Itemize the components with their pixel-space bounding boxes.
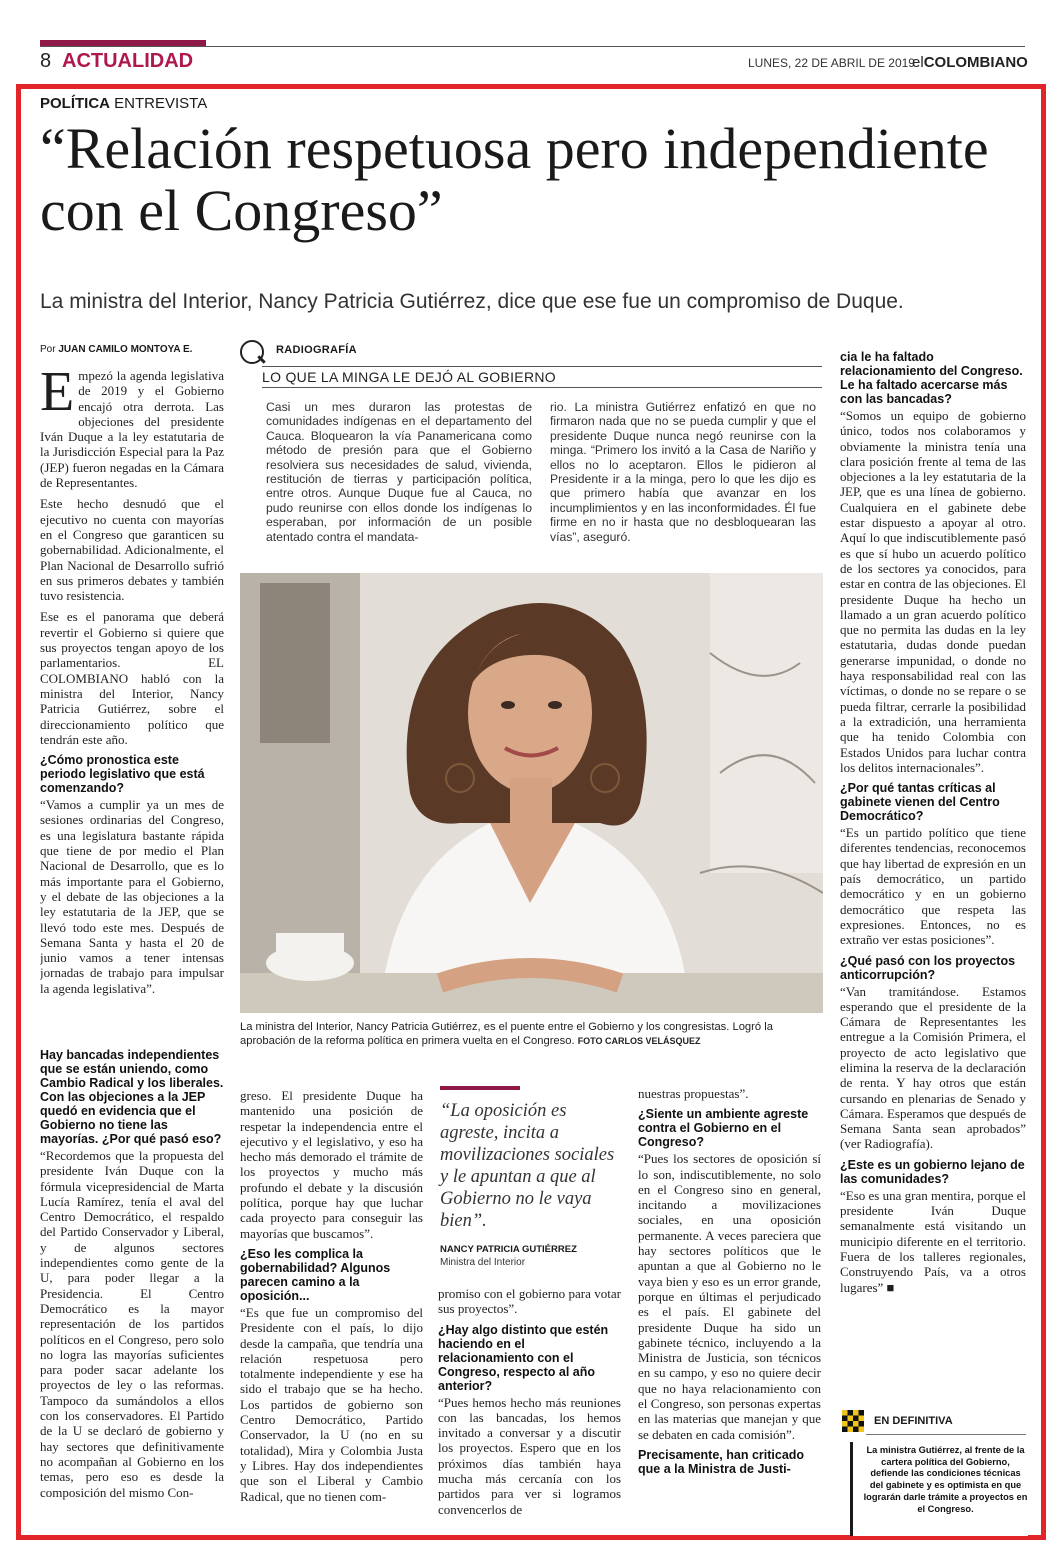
body-paragraph: “Van tramitándose. Estamos esperando que el presidente de la Cámara de Representantes les entregue a la Comisión Primera, el proyecto de acto legislativo que elimina la reserva de la declaración de renta. Y hay otros que están cursando en plenarias de Senado y Cámara. Esperamos que después de Semana Santa sean aprobados” (ver Radiografía). [840, 983, 1026, 1152]
interview-question: ¿Por qué tantas críticas al gabinete vienen del Centro Democrático? [840, 781, 1000, 824]
body-paragraph: “Vamos a cumplir ya un mes de sesiones ordinarias del Congreso, es una legislatura bastante rápida que tiene de por medio el Plan Nacional de Desarrollo, que es lo más importante para el Gobierno, y el debate de las objeciones a la ley estatutaria de la JEP, que se llevó todo este mes. Después de Semana Santa y hasta el 20 de junio vamos a tener intensas jornadas de trabajo para impulsar la agenda legislativa”. [40, 797, 224, 996]
interview-question: ¿Este es un gobierno lejano de las comunidades? [840, 1157, 1025, 1186]
en-definitiva-text: La ministra Gutiérrez, al frente de la cartera política del Gobierno, defiende las condiciones técnicas del gabinete y es optimista en que lograrán darle trámite a proyectos en el Congreso. [850, 1442, 1028, 1536]
body-paragraph: “Recordemos que la propuesta del presidente Iván Duque con la fórmula vicepresidencial de Marta Lucía Ramírez, tenía el aval del Centro Democrático, el respaldo del Partido Conservador y Liberal, y de algunos sectores independientes como gente de la U, para poder llegar a la Presidencia. El Centro Democrático es la mayor representación de los partidos políticos en el Congreso, pero solo no logra las mayorías suficientes para poder sacar adelante los proyectos de ley o las reformas. Tampoco da sumándolos a ellos con los conservadores. El Partido de la U se declaró de gobierno y hay sectores que definitivamente no acompañan al Gobierno en los temas, pero eso es desde la composición del mismo Con- [40, 1148, 224, 1500]
page-number: 8 [40, 50, 52, 72]
header-rule [40, 46, 1025, 47]
dateline: LUNES, 22 DE ABRIL DE 2019 [748, 56, 915, 70]
newspaper-logo-name: COLOMBIANO [923, 54, 1028, 71]
interview-question: ¿Hay algo distinto que estén haciendo en el relacionamiento con el Congreso, respecto al año anterior? [438, 1322, 609, 1393]
section-title: ACTUALIDAD [62, 50, 194, 72]
photo-caption [240, 1020, 823, 1048]
body-paragraph: Ese es el panorama que deberá revertir el Gobierno si quiere que sus proyectos tengan apoyo de los parlamentarios. EL COLOMBIANO habló con la ministra del Interior, Nancy Patricia Gutiérrez, sobre el direccionamiento político que tendrán este año. [40, 609, 224, 747]
interview-question: cia le ha faltado relacionamiento del Congreso. Le ha faltado acercarse más con las bancadas? [840, 350, 1023, 406]
article-headline: “Relación respetuosa pero independiente con el Congreso” [40, 116, 989, 243]
interview-question: ¿Qué pasó con los proyectos anticorrupción? [840, 953, 1016, 982]
body-paragraph: “Es que fue un compromiso del Presidente con el país, lo dijo desde la campaña, que tendría una relación respetuosa pero totalmente independiente y ese ha sido el trabajo que se ha hecho. Los partidos de gobierno son Centro Democrático, Partido Conservador, la U (no en su totalidad), Mira y Colombia Justa y Libres. Hay dos independientes que son el Liberal y Cambio Radical, que no tienen com- [240, 1304, 423, 1504]
body-paragraph: “Somos un equipo de gobierno único, todos nos colaboramos y obviamente la ministra tenía una clara posición frente al tema de las objeciones a la ley estatutaria de la JEP, que es una línea de gobierno. Cualquiera en el gabinete debe estar dispuesto a apoyar al otro. Aquí lo que indiscutiblemente pasó es que sí hubo un acuerdo político de los sectores ya conocidos, para estar en contra de las objeciones. El presidente Duque ha hecho un llamado a un gran acuerdo político que no permita las dudas en la ley estatutaria, dudas donde puedan generarse impunidad, o donde no haya responsabilidad real con las víctimas, o donde no se repare o se pueda filtrar, cerrarle la posibilidad a la extradición, una herramienta que ha tenido Colombia con Estados Unidos para luchar contra los delitos internacionales”. [840, 408, 1026, 775]
article-column-2-lower [240, 1088, 423, 1534]
interview-question: ¿Cómo pronostica este periodo legislativo que está comenzando? [40, 753, 205, 796]
body-paragraph: “Pues hemos hecho más reuniones con las bancadas, los hemos invitado a conversar y a discutir los proyectos. Espero que en los próximos días también haya mucha más cercanía con los partidos para ver si logramos convencerlos de [438, 1394, 621, 1517]
radiografia-box [240, 340, 826, 562]
newspaper-logo-prefix: el [912, 54, 924, 71]
byline-author: JUAN CAMILO MONTOYA E. [58, 344, 193, 355]
radiografia-title: LO QUE LA MINGA LE DEJÓ AL GOBIERNO [262, 366, 822, 388]
body-paragraph: “Pues los sectores de oposición sí lo son, indiscutiblemente, no solo en el Congreso sino en general, incitando a movilizaciones sociales, en una oposición permanente. A veces pareciera que hay sectores políticos que le apuntan a que al Gobierno no le vaya bien y eso es un error grande, porque en últimas el perjudicado es el país. El gabinete del presidente Duque ha sido un gabinete técnico, incluyendo a la Ministra de Justicia, son técnicos en su campo, y eso no quiere decir que no haya relacionamiento con el Congreso, son personas expertas en las materias que manejan y que se debaten en cada comisión”. [638, 1151, 821, 1442]
body-paragraph: nuestras propuestas”. [638, 1086, 749, 1101]
byline-prefix: Por [40, 344, 59, 355]
en-definitiva-rule [866, 1434, 1026, 1435]
portrait-photo [240, 573, 823, 1013]
article-column-5 [840, 344, 1026, 1380]
article-column-4-lower [638, 1086, 821, 1534]
interview-question: ¿Eso les complica la gobernabilidad? Algunos parecen camino a la oposición... [240, 1246, 391, 1303]
photo-credit: FOTO CARLOS VELÁSQUEZ [577, 1036, 701, 1046]
pullquote-text: “La oposición es agreste, incita a movilizaciones sociales y le apuntan a que al Gobierno no le vaya bien”. [440, 1101, 615, 1231]
interview-question: Hay bancadas independientes que se están uniendo, como Cambio Radical y los liberales. Con las objeciones a la JEP quedó en evidencia que el Gobierno no tiene las mayorías. ¿Por qué pasó eso? [40, 1048, 224, 1146]
interview-question: Precisamente, han criticado que a la Ministra de Justi- [638, 1447, 805, 1476]
article-column-1-lower [40, 1042, 224, 1534]
interview-question: ¿Siente un ambiente agreste contra el Gobierno en el Congreso? [638, 1107, 809, 1150]
body-paragraph: “Eso es una gran mentira, porque el presidente Iván Duque semanalmente está visitando un municipio diferente en el territorio. Fuera de los talleres regionales, Construyendo País, va a otros lugares” ■ [840, 1187, 1026, 1295]
body-paragraph: greso. El presidente Duque ha mantenido una posición de respetar la independencia entre el ejecutivo y el legislativo, y eso ha hecho más demorado el trámite de los proyectos y mucho más profundo el debate y la discusión política, porque hay que luchar cada proyecto para conseguir las mayorías que buscamos”. [240, 1088, 423, 1241]
pullquote-accent-bar [440, 1086, 520, 1090]
newspaper-logo [912, 54, 1028, 71]
caption-text: La ministra del Interior, Nancy Patricia Gutiérrez, es el puente entre el Gobierno y los congresistas. Logró la aprobación de la reforma política en primera vuelta en el Congreso. [240, 1021, 773, 1047]
body-paragraph: promiso con el gobierno para votar sus proyectos”. [438, 1286, 621, 1317]
en-definitiva-label: EN DEFINITIVA [874, 1415, 953, 1427]
article-column-1 [40, 368, 224, 1020]
article-kicker [40, 95, 207, 112]
kicker-section: POLÍTICA [40, 95, 110, 112]
byline [40, 344, 192, 355]
pullquote-role: Ministra del Interior [440, 1257, 526, 1268]
radiografia-text-left: Casi un mes duraron las protestas de comunidades indígenas en el departamento del Cauca. Bloquearon la vía Panamericana como método de presión para que el Gobierno resolviera sus necesidades de salud, vivienda, restitución de tierras y participación política, entre otros. Aunque Duque fue al Cauca, no pudo reunirse con ellos donde los indígenas lo esperaban, por información de un posible atentado contra el mandata- [266, 400, 532, 544]
radiografia-text-right: rio. La ministra Gutiérrez enfatizó en que no firmaron nada que no se pueda cumplir y que el presidente Duque nunca negó reunirse con la minga. “Primero los invitó a la Casa de Nariño y ellos no lo aceptaron. Ellos le pidieron al Presidente ir a la minga, pero lo que les dijo es que primero había que avanzar en los incumplimientos y en las inconformidades. Él fue firme en no ir hasta que no desbloquearan las vías”, aseguró. [550, 400, 816, 544]
checkered-icon [842, 1410, 864, 1432]
radiografia-label: RADIOGRAFÍA [276, 344, 357, 356]
magnifier-icon [240, 340, 264, 364]
body-paragraph: Este hecho desnudó que el ejecutivo no cuenta con mayorías en el Congreso que garanticen su gobernabilidad. Adicionalmente, el Plan Nacional de Desarrollo sufrió en sus primeros debates y también tuvo resistencia. [40, 496, 224, 604]
article-subtitle: La ministra del Interior, Nancy Patricia Gutiérrez, dice que ese fue un compromiso de Duque. [40, 290, 904, 313]
body-paragraph: “Es un partido político que tiene diferentes tendencias, reconocemos que hay libertad de expresión en un país democrático, un partido democrático y en un gobierno democrático que respeta las expresiones. Entonces, no es extraño ver estas posiciones”. [840, 825, 1026, 948]
portrait-illustration [240, 573, 823, 1013]
pullquote-name: NANCY PATRICIA GUTIÉRREZ [440, 1244, 577, 1255]
article-column-3-lower [438, 1286, 621, 1534]
body-paragraph: Empezó la agenda legislativa de 2019 y el Gobierno encajó otra derrota. Las objeciones del presidente Iván Duque a la ley estatutaria de la Jurisdicción Especial para la Paz (JEP) fueron negadas en la Cámara de Representantes. [40, 368, 224, 491]
kicker-type: ENTREVISTA [110, 95, 208, 112]
